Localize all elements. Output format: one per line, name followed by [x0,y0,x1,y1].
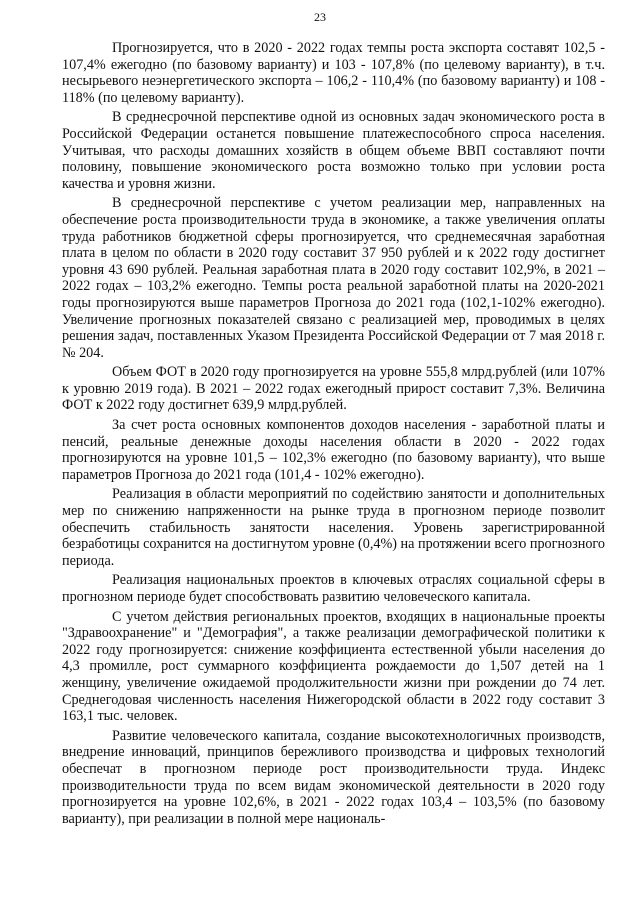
page-number: 23 [314,10,326,24]
paragraph-payroll-fund: Объем ФОТ в 2020 году прогнозируется на уровне 555,8 млрд.рублей (или 107% к уровню 2019 года). В 2021 – 2022 годах ежегодный прирост составит 7,3%. Величина ФОТ к 2022 году достигнет 639,9 млрд.рублей. [62,364,605,414]
paragraph-wages: В среднесрочной перспективе с учетом реализации мер, направленных на обеспечение роста производительности труда в экономике, а также увеличения оплаты труда работников бюджетной сферы прогнозируется, что среднемесячная заработная плата в целом по области в 2020 году составит 37 950 рублей и к 2022 году достигнет уровня 43 690 рублей. Реальная заработная плата в 2020 году составит 102,9%, в 2021 – 2022 годах – 103,2% ежегодно. Темпы роста реальной заработной платы на 2020-2021 годы прогнозируются выше параметров Прогноза до 2021 года (102,1-102% ежегодно). Увеличение прогнозных показателей связано с реализацией мер, проводимых в целях решения задач, поставленных Указом Президента Российской Федерации от 7 мая 2018 г. № 204. [62,195,605,361]
paragraph-national-projects: Реализация национальных проектов в ключевых отраслях социальной сферы в прогнозном периоде будет способствовать развитию человеческого капитала. [62,572,605,605]
paragraph-export-forecast: Прогнозируется, что в 2020 - 2022 годах темпы роста экспорта составят 102,5 - 107,4% ежегодно (по базовому варианту) и 103 - 107,8% (по целевому варианту), в т.ч. несырьевого неэнергетического экспорта – 106,2 - 110,4% (по базовому варианту) и 108 - 118% (по целевому варианту). [62,40,605,106]
paragraph-economic-growth: В среднесрочной перспективе одной из основных задач экономического роста в Российской Федерации останется повышение платежеспособного спроса населения. Учитывая, что расходы домашних хозяйств в общем объеме ВВП составляют почти половину, повышение экономического роста возможно только при условии роста качества и уровня жизни. [62,109,605,192]
paragraph-productivity: Развитие человеческого капитала, создание высокотехнологичных производств, внедрение инноваций, принципов бережливого производства и цифровых технологий обеспечат в прогнозном периоде рост производительности труда. Индекс производительности труда по всем видам экономической деятельности в 2020 году прогнозируется на уровне 102,6%, в 2021 - 2022 годах 103,4 – 103,5% (по базовому варианту), при реализации в полной мере националь- [62,727,605,827]
paragraph-demography: С учетом действия региональных проектов, входящих в национальные проекты "Здравоохранение" и "Демография", а также реализации демографической политики к 2022 году прогнозируется: снижение коэффициента естественной убыли населения до 4,3 промилле, рост суммарного коэффициента рождаемости до 1,507 детей на 1 женщину, увеличение ожидаемой продолжительности жизни при рождении до 74 лет. Среднегодовая численность населения Нижегородской области в 2022 году составит 3 163,1 тыс. человек. [62,608,605,725]
document-body [62,40,605,830]
paragraph-income: За счет роста основных компонентов доходов населения - заработной платы и пенсий, реальные денежные доходы населения области в 2020 - 2022 годах прогнозируются на уровне 101,5 – 102,3% ежегодно (по базовому варианту), что выше параметров Прогноза до 2021 года (101,4 - 102% ежегодно). [62,417,605,483]
paragraph-employment: Реализация в области мероприятий по содействию занятости и дополнительных мер по снижению напряженности на рынке труда в прогнозном периоде позволит обеспечить стабильность занятости населения. Уровень зарегистрированной безработицы сохранится на достигнутом уровне (0,4%) на протяжении всего прогнозного периода. [62,486,605,569]
